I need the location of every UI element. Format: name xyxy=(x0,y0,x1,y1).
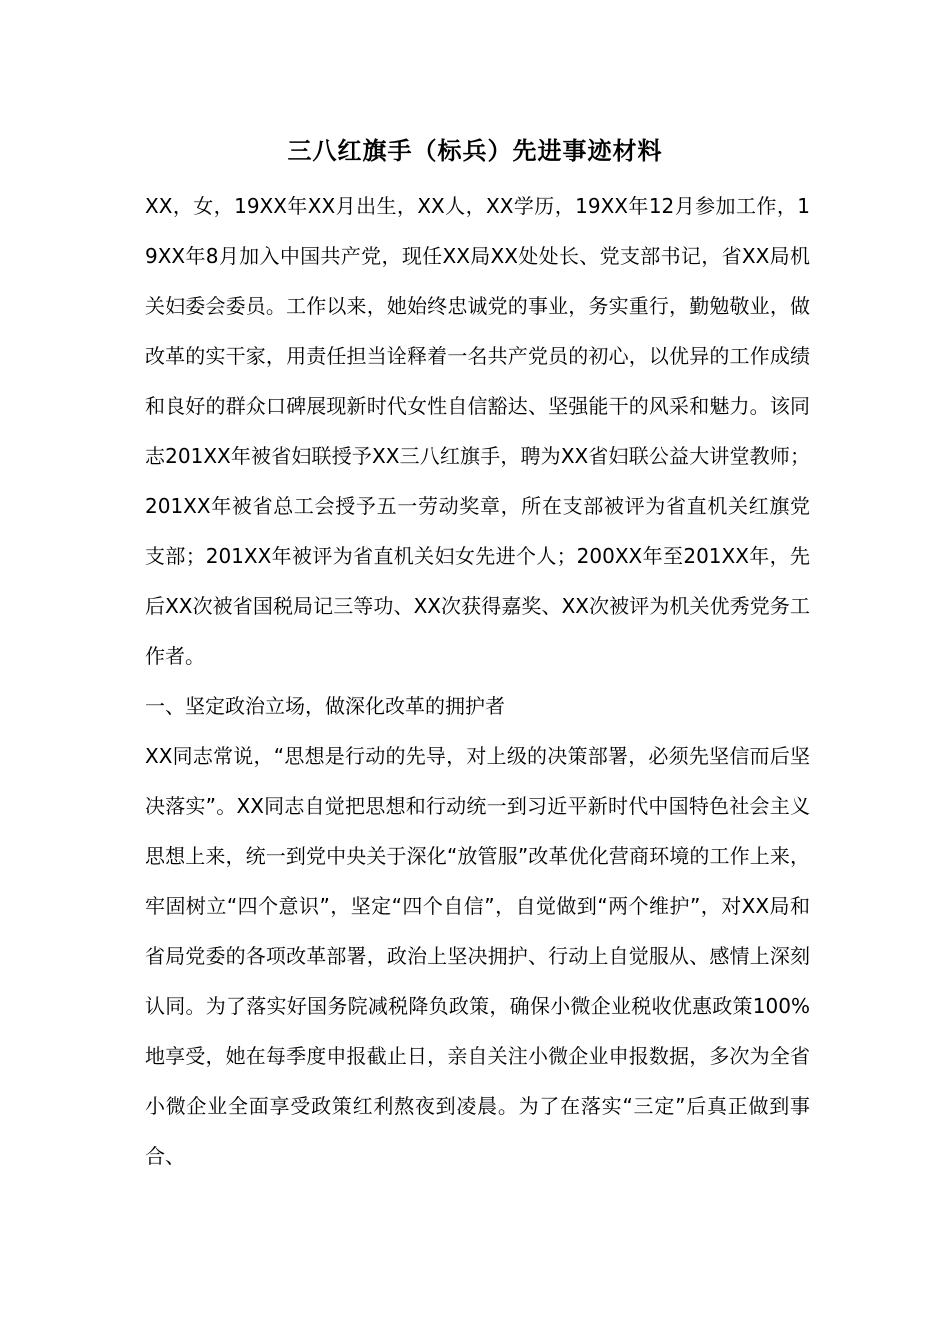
paragraph-section-one: XX同志常说，“思想是行动的先导，对上级的决策部署，必须先坚信而后坚决落实”。XX同志自觉把思想和行动统一到习近平新时代中国特色社会主义思想上来，统一到党中央关于深化“放管服”改革优化营商环境的工作上来，牢固树立“四个意识”，坚定“四个自信”，自觉做到“两个维护”，对XX局和省局党委的各项改革部署，政治上坚决拥护、行动上自觉服从、感情上深刻认同。为了落实好国务院减税降负政策，确保小微企业税收优惠政策100%地享受，她在每季度申报截止日，亲自关注小微企业申报数据，多次为全省小微企业全面享受政策红利熬夜到凌晨。为了在落实“三定”后真正做到事合、 xyxy=(145,744,810,1168)
document-title: 三八红旗手（标兵）先进事迹材料 xyxy=(287,137,663,165)
paragraph-intro: XX，女，19XX年XX月出生，XX人，XX学历，19XX年12月参加工作，19XX年8月加入中国共产党，现任XX局XX处处长、党支部书记，省XX局机关妇委会委员。工作以来，她始终忠诚党的事业，务实重行，勤勉敬业，做改革的实干家，用责任担当诠释着一名共产党员的初心，以优异的工作成绩和良好的群众口碑展现新时代女性自信豁达、坚强能干的风采和魅力。该同志201XX年被省妇联授予XX三八红旗手，聘为XX省妇联公益大讲堂教师；201XX年被省总工会授予五一劳动奖章，所在支部被评为省直机关红旗党支部；201XX年被评为省直机关妇女先进个人；200XX年至201XX年，先后XX次被省国税局记三等功、XX次获得嘉奖、XX次被评为机关优秀党务工作者。 xyxy=(145,194,810,668)
document-body xyxy=(145,181,810,1181)
section-heading: 一、坚定政治立场，做深化改革的拥护者 xyxy=(145,694,505,718)
